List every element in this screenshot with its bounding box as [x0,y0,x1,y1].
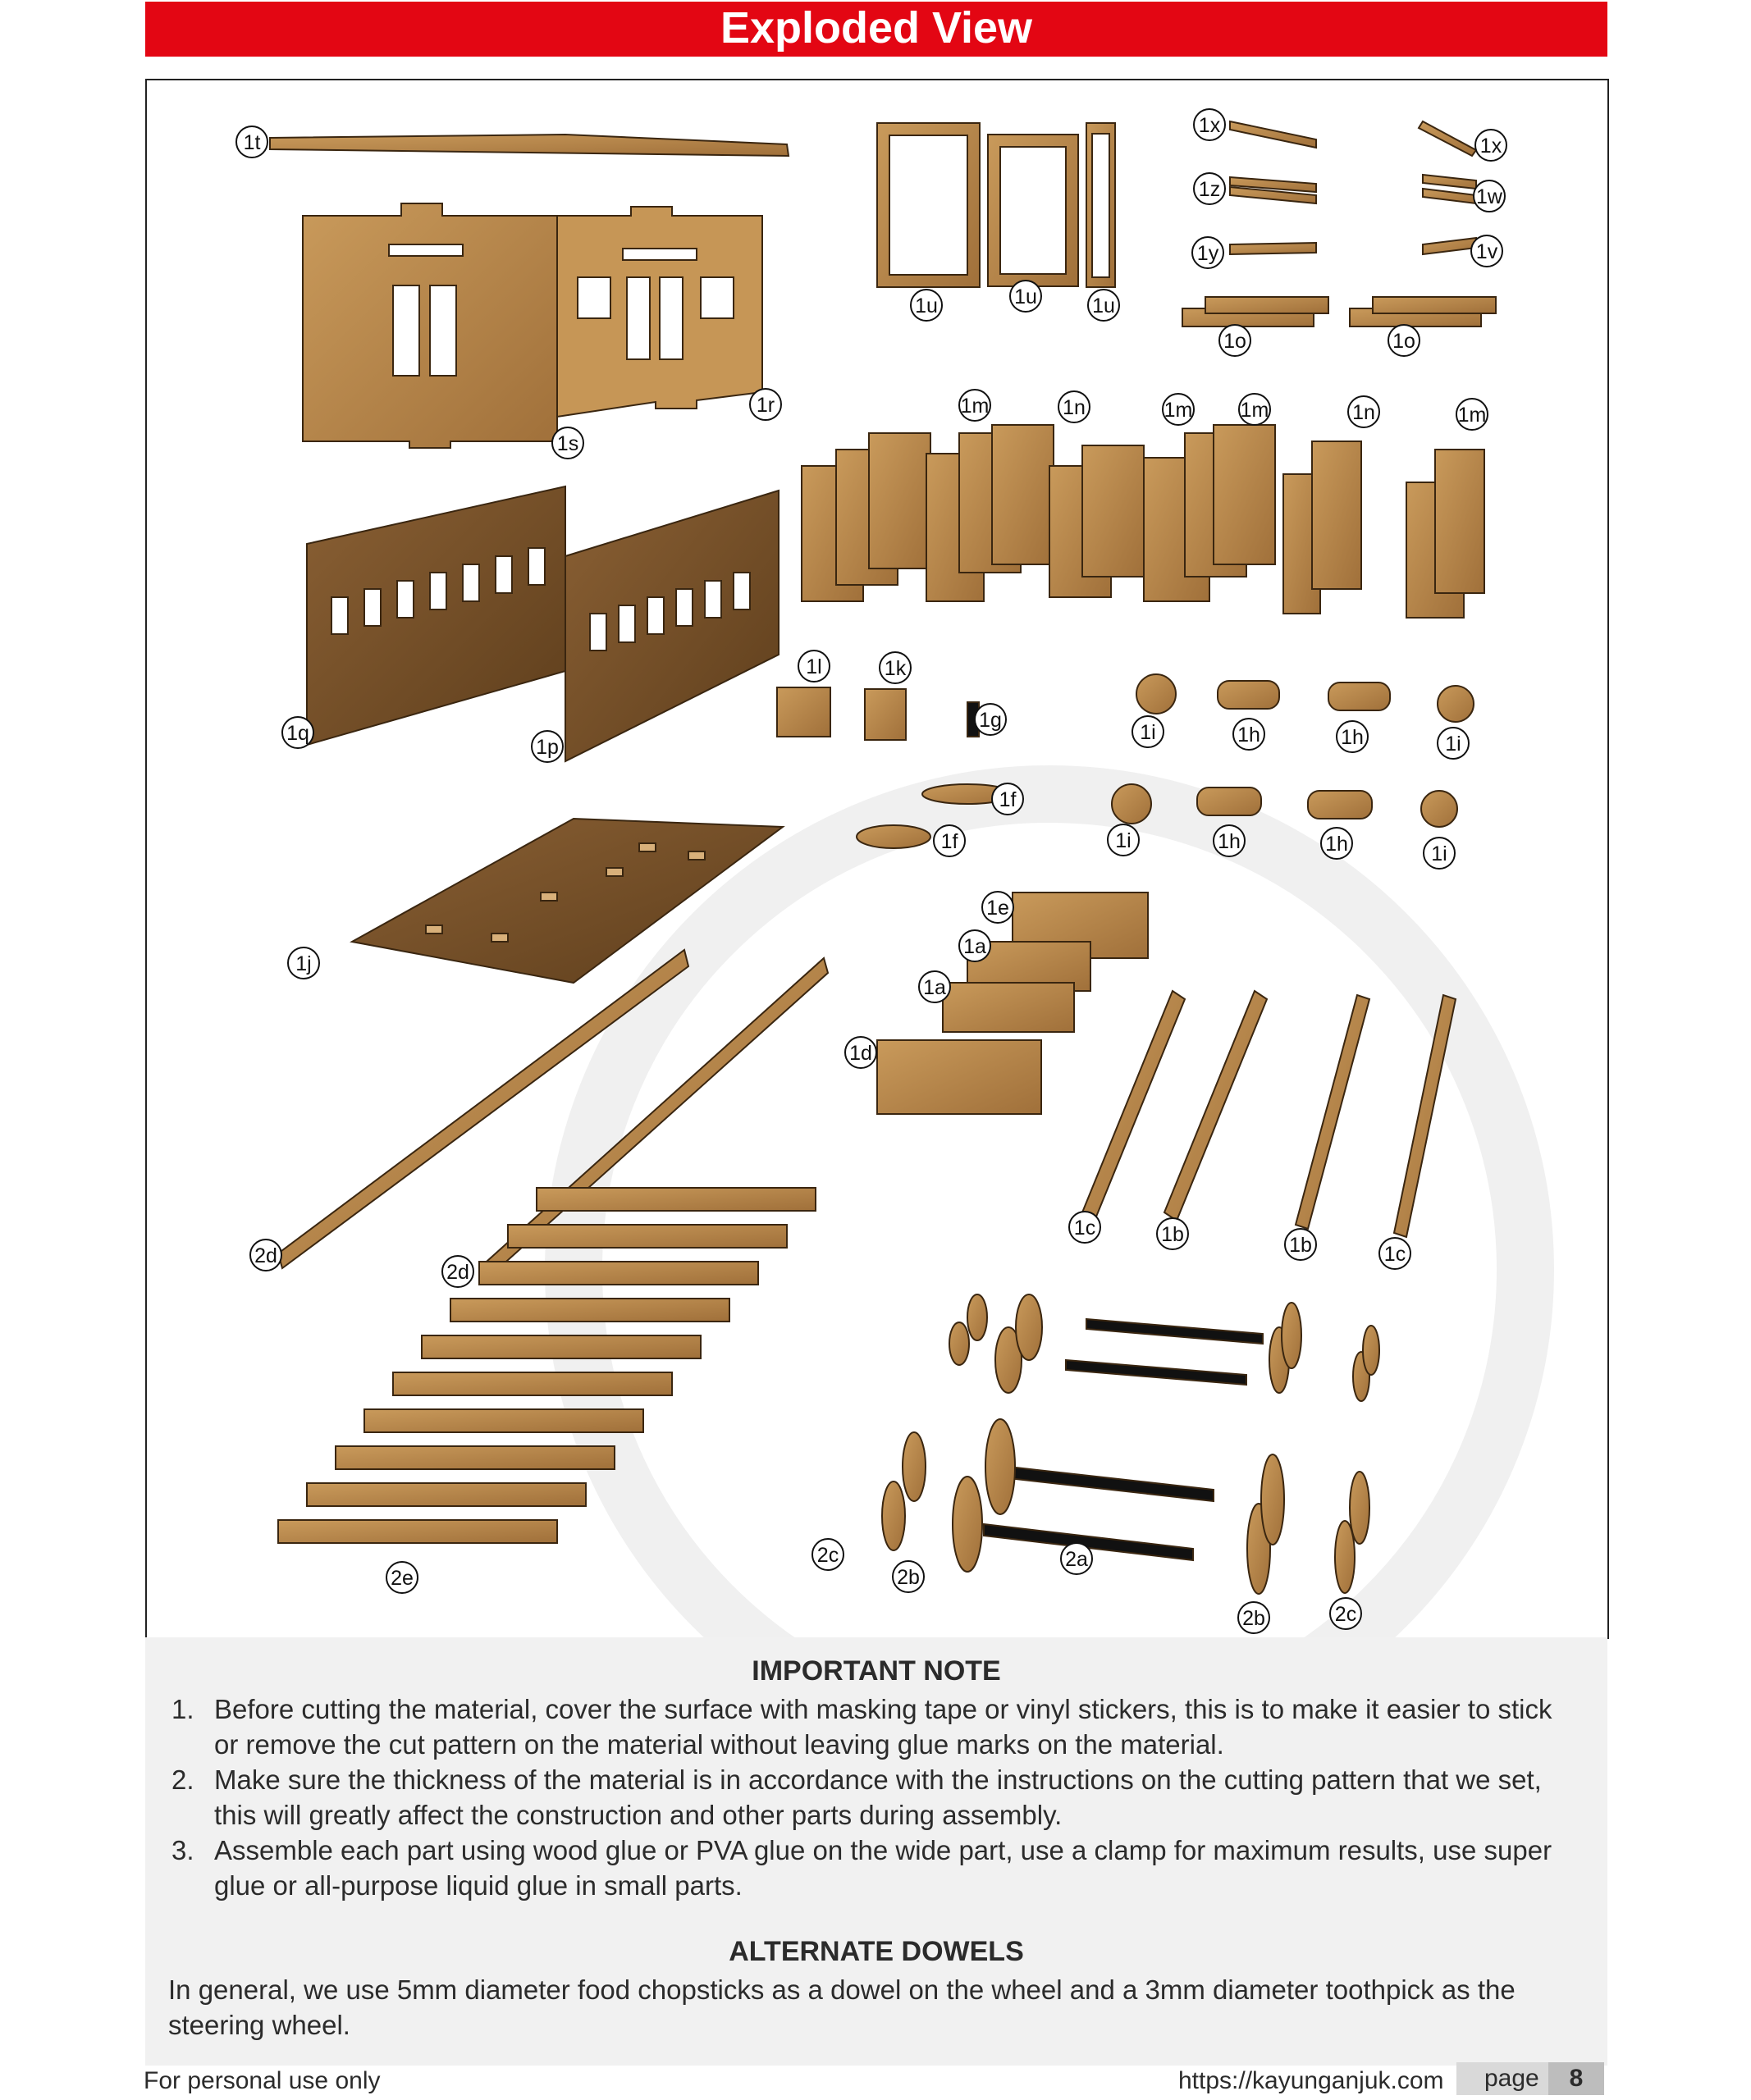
callout-1o: 1o [1392,330,1415,353]
note-item [168,1691,1580,1762]
callout-1r: 1r [756,394,775,417]
callout-1i: 1i [1140,721,1156,744]
alternate-dowels-text: In general, we use 5mm diameter food chopsticks as a dowel on the wheel and a 3mm diameter toothpick as the steering wheel. [168,1974,1516,2040]
page-title: Exploded View [145,2,1607,57]
page-number: 8 [1548,2062,1604,2095]
callout-1b: 1b [1161,1223,1184,1246]
part-side-walls [307,486,779,761]
callout-1i: 1i [1431,842,1447,865]
part-slats [278,1188,816,1543]
part-small-sticks [1230,121,1476,254]
callout-1c: 1c [1073,1217,1096,1239]
callout-2b: 2b [1242,1607,1265,1630]
callout-1f: 1f [999,788,1017,811]
callout-1h: 1h [1325,833,1348,856]
callout-1d: 1d [849,1042,872,1065]
callout-1n: 1n [1063,396,1086,419]
callout-1x: 1x [1479,135,1502,158]
note-number: 3. [171,1835,194,1865]
callout-2e: 2e [391,1567,414,1590]
exploded-view-diagram [145,79,1609,1639]
callout-1o: 1o [1223,330,1246,353]
part-end-walls [303,203,762,448]
callout-1h: 1h [1237,724,1260,746]
callout-1k: 1k [884,657,907,680]
note-number: 1. [171,1694,194,1724]
callout-1q: 1q [286,722,309,745]
page-label: page [1484,2065,1539,2092]
alternate-dowels-heading: ALTERNATE DOWELS [729,1936,1024,1967]
callout-1j: 1j [295,952,312,975]
footer-website-link[interactable]: https://kayunganjuk.com [1178,2067,1444,2094]
callout-1i: 1i [1115,829,1132,852]
part-small-blocks [777,687,979,740]
callout-1b: 1b [1289,1234,1312,1257]
callout-1u: 1u [1014,285,1037,308]
callout-1u: 1u [1092,294,1115,317]
callout-2d: 2d [446,1261,469,1284]
part-wheels-axles [882,1294,1379,1594]
callout-2c: 2c [1334,1603,1357,1626]
callout-1i: 1i [1445,733,1461,756]
callout-1e: 1e [986,897,1009,920]
part-bogie-sides [1082,991,1456,1237]
footer-license: For personal use only [144,2067,381,2094]
callout-1l: 1l [806,655,822,678]
callout-1h: 1h [1341,726,1364,749]
part-window-frames [877,123,1115,287]
callout-1a: 1a [963,935,986,958]
callout-1f: 1f [940,830,958,853]
callout-2a: 2a [1065,1548,1088,1571]
callout-1p: 1p [536,736,559,759]
note-item [168,1833,1580,1903]
callout-1c: 1c [1383,1243,1406,1266]
note-text: Before cutting the material, cover the surface with masking tape or vinyl stickers, this is to make it easier to stick or remove the cut pattern on the material without leaving glue marks on the material. [214,1694,1552,1760]
callout-1x: 1x [1198,114,1221,137]
page-indicator [1456,2062,1604,2095]
exploded-view-illustration [147,80,1607,1637]
important-note-heading: IMPORTANT NOTE [752,1655,1001,1687]
callout-1u: 1u [915,294,938,317]
note-number: 2. [171,1764,194,1795]
important-note-list [168,1691,1580,1903]
callout-1m: 1m [960,395,990,418]
callout-2c: 2c [816,1544,839,1567]
callout-1y: 1y [1196,242,1219,265]
callout-1m: 1m [1164,399,1193,422]
callout-1s: 1s [556,432,579,455]
callout-1g: 1g [979,709,1002,732]
note-text: Make sure the thickness of the material is in accordance with the instructions on the cutting pattern that we set, this will greatly affect the construction and other parts during assembly. [214,1764,1542,1830]
callout-1h: 1h [1218,830,1241,853]
note-item [168,1762,1580,1833]
callout-1m: 1m [1457,404,1487,427]
part-stacked-bars [1182,297,1496,326]
callout-1w: 1w [1476,185,1502,208]
callout-1n: 1n [1352,401,1375,424]
notes-panel [145,1637,1607,2066]
note-text: Assemble each part using wood glue or PVA glue on the wide part, use a clamp for maximum results, use super glue or all-purpose liquid glue in small parts. [214,1835,1552,1901]
callout-1m: 1m [1240,399,1269,422]
callout-1a: 1a [923,976,946,999]
callout-2d: 2d [254,1244,277,1267]
callout-1t: 1t [243,131,261,154]
part-roof-panel [270,135,789,156]
callout-1z: 1z [1198,178,1221,201]
part-bogie-plates [877,892,1148,1114]
callout-1v: 1v [1475,240,1498,263]
part-seat-rows [802,425,1484,618]
callout-2b: 2b [897,1566,920,1589]
